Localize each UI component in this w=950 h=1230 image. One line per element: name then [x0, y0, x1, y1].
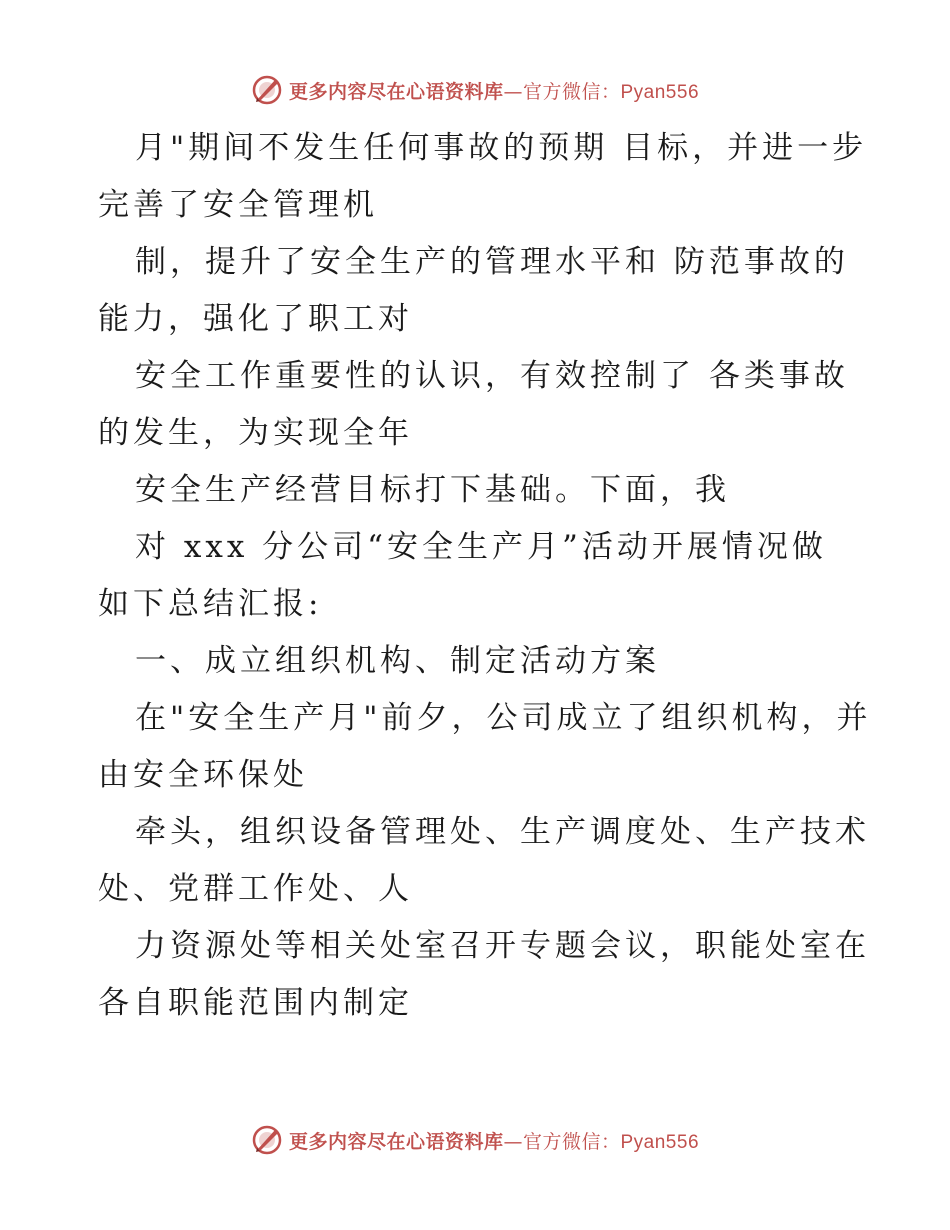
- text-line: 如下总结汇报:: [98, 586, 323, 622]
- document-body: [98, 120, 872, 1032]
- watermark-wechat-id: Pyan556: [620, 81, 700, 103]
- quill-logo-icon: [251, 74, 283, 106]
- text-line: 安全工作重要性的认识，有效控制了 各类事故: [135, 358, 849, 394]
- text-line: 完善了安全管理机: [98, 187, 378, 223]
- watermark-suffix: —官方微信：Pyan556: [503, 80, 700, 103]
- text-line: 由安全环保处: [98, 757, 308, 793]
- text-line: 各自职能范围内制定: [98, 985, 413, 1021]
- text-line: 在"安全生产月"前夕，公司成立了组织机构，并: [135, 700, 872, 736]
- text-line: 月"期间不发生任何事故的预期 目标，并进一步: [135, 130, 868, 166]
- header-watermark: [0, 70, 950, 110]
- text-line: 制，提升了安全生产的管理水平和 防范事故的: [135, 244, 849, 280]
- text-line: 安全生产经营目标打下基础。下面，我: [135, 472, 730, 508]
- text-line: 一、成立组织机构、制定活动方案: [135, 643, 660, 679]
- text-line: 对 xxx 分公司“安全生产月”活动开展情况做: [135, 529, 827, 565]
- text-line: 能力，强化了职工对: [98, 301, 413, 337]
- text-line: 牵头，组织设备管理处、生产调度处、生产技术: [135, 814, 870, 850]
- watermark-wechat-id: Pyan556: [620, 1131, 700, 1153]
- text-line: 处、党群工作处、人: [98, 871, 413, 907]
- watermark-main-text: 更多内容尽在心语资料库: [288, 80, 504, 103]
- watermark-suffix: —官方微信：Pyan556: [503, 1130, 700, 1153]
- quill-logo-icon: [251, 1124, 283, 1156]
- footer-watermark: [0, 1120, 950, 1160]
- text-line: 力资源处等相关处室召开专题会议，职能处室在: [135, 928, 870, 964]
- watermark-main-text: 更多内容尽在心语资料库: [288, 1130, 504, 1153]
- text-line: 的发生，为实现全年: [98, 415, 413, 451]
